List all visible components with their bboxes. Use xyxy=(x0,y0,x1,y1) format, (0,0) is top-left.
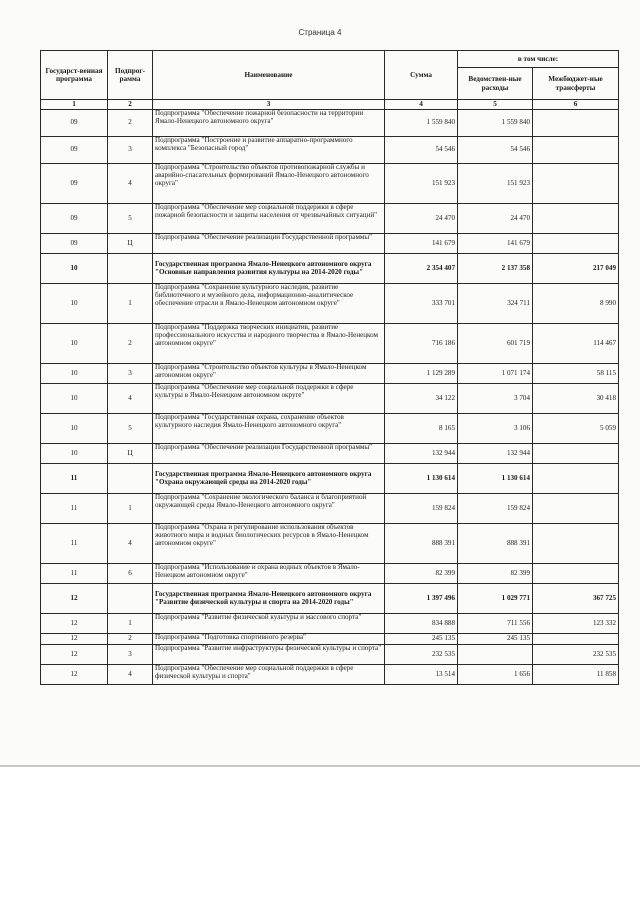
gov-program-code: 09 xyxy=(41,110,108,137)
table-row xyxy=(41,384,619,414)
column-number: 2 xyxy=(108,100,153,110)
subprogram-code: 3 xyxy=(108,364,153,384)
table-row xyxy=(41,137,619,164)
table-row xyxy=(41,494,619,524)
gov-program-code: 12 xyxy=(41,584,108,614)
subprogram-code: 4 xyxy=(108,164,153,204)
transfers-value xyxy=(533,464,619,494)
table-row xyxy=(41,234,619,254)
gov-program-code: 09 xyxy=(41,137,108,164)
program-name: Подпрограмма "Сохранение культурного наследия, развитие библиотечного и музейного дела, информационно-аналитическое обеспечение отрасли в Ямало-Ненецком автономном округе" xyxy=(153,284,385,324)
gov-program-code: 10 xyxy=(41,444,108,464)
gov-program-code: 09 xyxy=(41,234,108,254)
gov-program-code: 12 xyxy=(41,645,108,665)
gov-program-code: 12 xyxy=(41,614,108,634)
program-name: Подпрограмма "Обеспечение мер социальной поддержки в сфере пожарной безопасности и защиты населения от чрезвычайных ситуаций" xyxy=(153,204,385,234)
dept-expenses-value: 1 071 174 xyxy=(458,364,533,384)
gov-program-code: 11 xyxy=(41,464,108,494)
table-row xyxy=(41,164,619,204)
subprogram-code: 5 xyxy=(108,204,153,234)
subprogram-code: 6 xyxy=(108,564,153,584)
sum-value: 141 679 xyxy=(385,234,458,254)
sum-value: 24 470 xyxy=(385,204,458,234)
transfers-value xyxy=(533,234,619,254)
table-row xyxy=(41,110,619,137)
program-name: Государственная программа Ямало-Ненецкого автономного округа "Охрана окружающей среды на 2014-2020 годы" xyxy=(153,464,385,494)
dept-expenses-value: 2 137 358 xyxy=(458,254,533,284)
subprogram-code: 3 xyxy=(108,645,153,665)
subprogram-code: 4 xyxy=(108,384,153,414)
page-label: Страница 4 xyxy=(298,28,342,37)
dept-expenses-value: 888 391 xyxy=(458,524,533,564)
sum-value: 888 391 xyxy=(385,524,458,564)
table-row xyxy=(41,254,619,284)
sum-value: 232 535 xyxy=(385,645,458,665)
sum-value: 2 354 407 xyxy=(385,254,458,284)
subprogram-code: 4 xyxy=(108,524,153,564)
subprogram-code: Ц xyxy=(108,234,153,254)
transfers-value: 58 115 xyxy=(533,364,619,384)
program-name: Подпрограмма "Государственная охрана, сохранение объектов культурного наследия Ямало-Ненецкого автономного округа" xyxy=(153,414,385,444)
column-number: 6 xyxy=(533,100,619,110)
table-row xyxy=(41,584,619,614)
dept-expenses-value: 54 546 xyxy=(458,137,533,164)
program-name: Подпрограмма "Охрана и регулирование использования объектов животного мира и водных биологических ресурсов в Ямало-Ненецком автономном округе" xyxy=(153,524,385,564)
dept-expenses-value: 1 130 614 xyxy=(458,464,533,494)
sum-value: 34 122 xyxy=(385,384,458,414)
gov-program-code: 10 xyxy=(41,284,108,324)
subprogram-code: 2 xyxy=(108,634,153,645)
subprogram-code: 1 xyxy=(108,614,153,634)
dept-expenses-value: 601 719 xyxy=(458,324,533,364)
gov-program-code: 10 xyxy=(41,414,108,444)
sum-value: 132 944 xyxy=(385,444,458,464)
dept-expenses-value: 24 470 xyxy=(458,204,533,234)
program-name: Подпрограмма "Поддержка творческих инициатив, развитие профессионального искусства и народного творчества в Ямало-Ненецком автономном округе" xyxy=(153,324,385,364)
column-number: 1 xyxy=(41,100,108,110)
sum-value: 1 397 496 xyxy=(385,584,458,614)
table-row xyxy=(41,364,619,384)
sum-value: 333 701 xyxy=(385,284,458,324)
dept-expenses-value: 141 679 xyxy=(458,234,533,254)
table-row xyxy=(41,645,619,665)
program-name: Подпрограмма "Построение и развитие аппаратно-программного комплекса "Безопасный город" xyxy=(153,137,385,164)
table-row xyxy=(41,524,619,564)
dept-expenses-value xyxy=(458,645,533,665)
transfers-value: 367 725 xyxy=(533,584,619,614)
column-number: 3 xyxy=(153,100,385,110)
gov-program-code: 10 xyxy=(41,384,108,414)
transfers-value: 123 332 xyxy=(533,614,619,634)
budget-table xyxy=(40,50,619,685)
program-name: Подпрограмма "Развитие инфраструктуры физической культуры и спорта" xyxy=(153,645,385,665)
gov-program-code: 09 xyxy=(41,204,108,234)
table-row xyxy=(41,204,619,234)
header-name: Наименование xyxy=(153,51,385,100)
program-name: Подпрограмма "Развитие физической культуры и массового спорта" xyxy=(153,614,385,634)
table-row xyxy=(41,614,619,634)
program-name: Подпрограмма "Подготовка спортивного резерва" xyxy=(153,634,385,645)
transfers-value xyxy=(533,494,619,524)
gov-program-code: 12 xyxy=(41,634,108,645)
subprogram-code: 2 xyxy=(108,324,153,364)
program-name: Подпрограмма "Использование и охрана водных объектов в Ямало-Ненецком автономном округе" xyxy=(153,564,385,584)
gov-program-code: 10 xyxy=(41,324,108,364)
header-transfers: Межбюджет-ные трансферты xyxy=(533,68,619,100)
sum-value: 1 130 614 xyxy=(385,464,458,494)
header-subprogram: Подпрог-рамма xyxy=(108,51,153,100)
transfers-value xyxy=(533,110,619,137)
transfers-value xyxy=(533,444,619,464)
table-row xyxy=(41,665,619,685)
dept-expenses-value: 132 944 xyxy=(458,444,533,464)
sum-value: 82 399 xyxy=(385,564,458,584)
transfers-value xyxy=(533,204,619,234)
dept-expenses-value: 1 656 xyxy=(458,665,533,685)
subprogram-code: Ц xyxy=(108,444,153,464)
transfers-value xyxy=(533,564,619,584)
program-name: Подпрограмма "Обеспечение пожарной безопасности на территории Ямало-Ненецкого автономного округа" xyxy=(153,110,385,137)
subprogram-code: 2 xyxy=(108,110,153,137)
sum-value: 54 546 xyxy=(385,137,458,164)
gov-program-code: 11 xyxy=(41,494,108,524)
table-row xyxy=(41,564,619,584)
transfers-value xyxy=(533,634,619,645)
transfers-value: 11 858 xyxy=(533,665,619,685)
subprogram-code: 1 xyxy=(108,494,153,524)
program-name: Подпрограмма "Обеспечение мер социальной поддержки в сфере культуры в Ямало-Ненецком автономном округе" xyxy=(153,384,385,414)
sum-value: 8 165 xyxy=(385,414,458,444)
header-gov-program: Государст-венная программа xyxy=(41,51,108,100)
dept-expenses-value: 711 556 xyxy=(458,614,533,634)
subprogram-code: 1 xyxy=(108,284,153,324)
dept-expenses-value: 1 559 840 xyxy=(458,110,533,137)
table-row xyxy=(41,464,619,494)
dept-expenses-value: 324 711 xyxy=(458,284,533,324)
header-including: в том числе: xyxy=(458,51,619,68)
column-number: 5 xyxy=(458,100,533,110)
header-sum: Сумма xyxy=(385,51,458,100)
column-number: 4 xyxy=(385,100,458,110)
transfers-value: 30 418 xyxy=(533,384,619,414)
header-dept-expenses: Ведомствен-ные расходы xyxy=(458,68,533,100)
gov-program-code: 10 xyxy=(41,364,108,384)
dept-expenses-value: 159 824 xyxy=(458,494,533,524)
transfers-value xyxy=(533,524,619,564)
subprogram-code xyxy=(108,464,153,494)
sum-value: 159 824 xyxy=(385,494,458,524)
gov-program-code: 10 xyxy=(41,254,108,284)
program-name: Государственная программа Ямало-Ненецкого автономного округа "Развитие физической культуры и спорта на 2014-2020 годы" xyxy=(153,584,385,614)
dept-expenses-value: 3 106 xyxy=(458,414,533,444)
sum-value: 1 129 289 xyxy=(385,364,458,384)
table-row xyxy=(41,444,619,464)
subprogram-code: 4 xyxy=(108,665,153,685)
table-row xyxy=(41,324,619,364)
transfers-value xyxy=(533,137,619,164)
transfers-value: 114 467 xyxy=(533,324,619,364)
sum-value: 13 514 xyxy=(385,665,458,685)
sum-value: 834 888 xyxy=(385,614,458,634)
sum-value: 716 186 xyxy=(385,324,458,364)
subprogram-code xyxy=(108,584,153,614)
gov-program-code: 12 xyxy=(41,665,108,685)
program-name: Государственная программа Ямало-Ненецкого автономного округа "Основные направления развития культуры на 2014-2020 годы" xyxy=(153,254,385,284)
transfers-value: 8 990 xyxy=(533,284,619,324)
dept-expenses-value: 151 923 xyxy=(458,164,533,204)
transfers-value xyxy=(533,164,619,204)
dept-expenses-value: 82 399 xyxy=(458,564,533,584)
subprogram-code: 5 xyxy=(108,414,153,444)
sum-value: 245 135 xyxy=(385,634,458,645)
dept-expenses-value: 245 135 xyxy=(458,634,533,645)
program-name: Подпрограмма "Строительство объектов противопожарной службы и аварийно-спасательных формирований Ямало-Ненецкого автономного округа" xyxy=(153,164,385,204)
gov-program-code: 09 xyxy=(41,164,108,204)
sum-value: 1 559 840 xyxy=(385,110,458,137)
dept-expenses-value: 3 704 xyxy=(458,384,533,414)
program-name: Подпрограмма "Сохранение экологического баланса и благоприятной окружающей среды Ямало-Ненецкого автономного округа" xyxy=(153,494,385,524)
transfers-value: 217 049 xyxy=(533,254,619,284)
sum-value: 151 923 xyxy=(385,164,458,204)
table-row xyxy=(41,284,619,324)
dept-expenses-value: 1 029 771 xyxy=(458,584,533,614)
program-name: Подпрограмма "Обеспечение реализации Государственной программы" xyxy=(153,444,385,464)
table-row xyxy=(41,414,619,444)
table-row xyxy=(41,634,619,645)
subprogram-code xyxy=(108,254,153,284)
gov-program-code: 11 xyxy=(41,524,108,564)
transfers-value: 232 535 xyxy=(533,645,619,665)
transfers-value: 5 059 xyxy=(533,414,619,444)
program-name: Подпрограмма "Обеспечение мер социальной поддержки в сфере физической культуры и спорта" xyxy=(153,665,385,685)
program-name: Подпрограмма "Обеспечение реализации Государственной программы" xyxy=(153,234,385,254)
program-name: Подпрограмма "Строительство объектов культуры в Ямало-Ненецком автономном округе" xyxy=(153,364,385,384)
subprogram-code: 3 xyxy=(108,137,153,164)
gov-program-code: 11 xyxy=(41,564,108,584)
